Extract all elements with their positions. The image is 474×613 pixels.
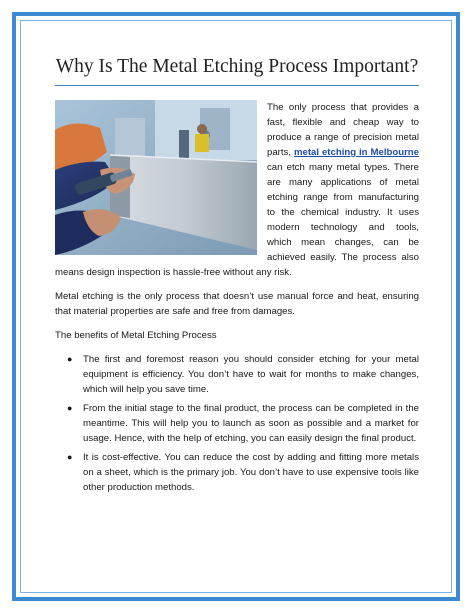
benefit-text: The first and foremost reason you should consider etching for your metal equipment is efficiency. You don’t have to wait for months to make changes, which will help you save time. (83, 354, 419, 395)
benefit-item (67, 352, 419, 397)
title-divider (55, 85, 419, 86)
benefits-list (55, 352, 419, 495)
benefit-item (67, 450, 419, 495)
metal-etching-photo (55, 100, 257, 255)
intro-text-end: can etch many metal types. There are many applications of metal etching range from manufacturing to the chemical industry. It uses modern technology and tools, which mean changes, can be achieved easily. The process also means design inspection is hassle-free without any risk. (55, 162, 419, 278)
intro-text-start: The only process that provides a fast, flexible and cheap way to produce a range of precision metal parts, (267, 102, 419, 158)
bullet-icon: ● (67, 403, 73, 413)
bullet-icon: ● (67, 354, 73, 364)
metal-etching-link[interactable]: metal etching in Melbourne (293, 147, 419, 158)
benefits-heading: The benefits of Metal Etching Process (55, 330, 217, 341)
article-title: Why Is The Metal Etching Process Important? (55, 56, 419, 77)
bullet-icon: ● (67, 452, 73, 462)
paragraph-manual-force: Metal etching is the only process that doesn’t use manual force and heat, ensuring that material properties are safe and free from damages. (55, 291, 419, 317)
article (55, 55, 419, 499)
benefit-text: It is cost-effective. You can reduce the cost by adding and fitting more metals on a sheet, which is the primary job. You don’t have to use expensive tools like other production methods. (83, 452, 419, 493)
benefit-item (67, 401, 419, 446)
benefit-text: From the initial stage to the final product, the process can be completed in the meantime. This will help you to launch as soon as possible and a market for usage. Hence, with the help of etching, you can easily design the final product. (83, 403, 419, 444)
